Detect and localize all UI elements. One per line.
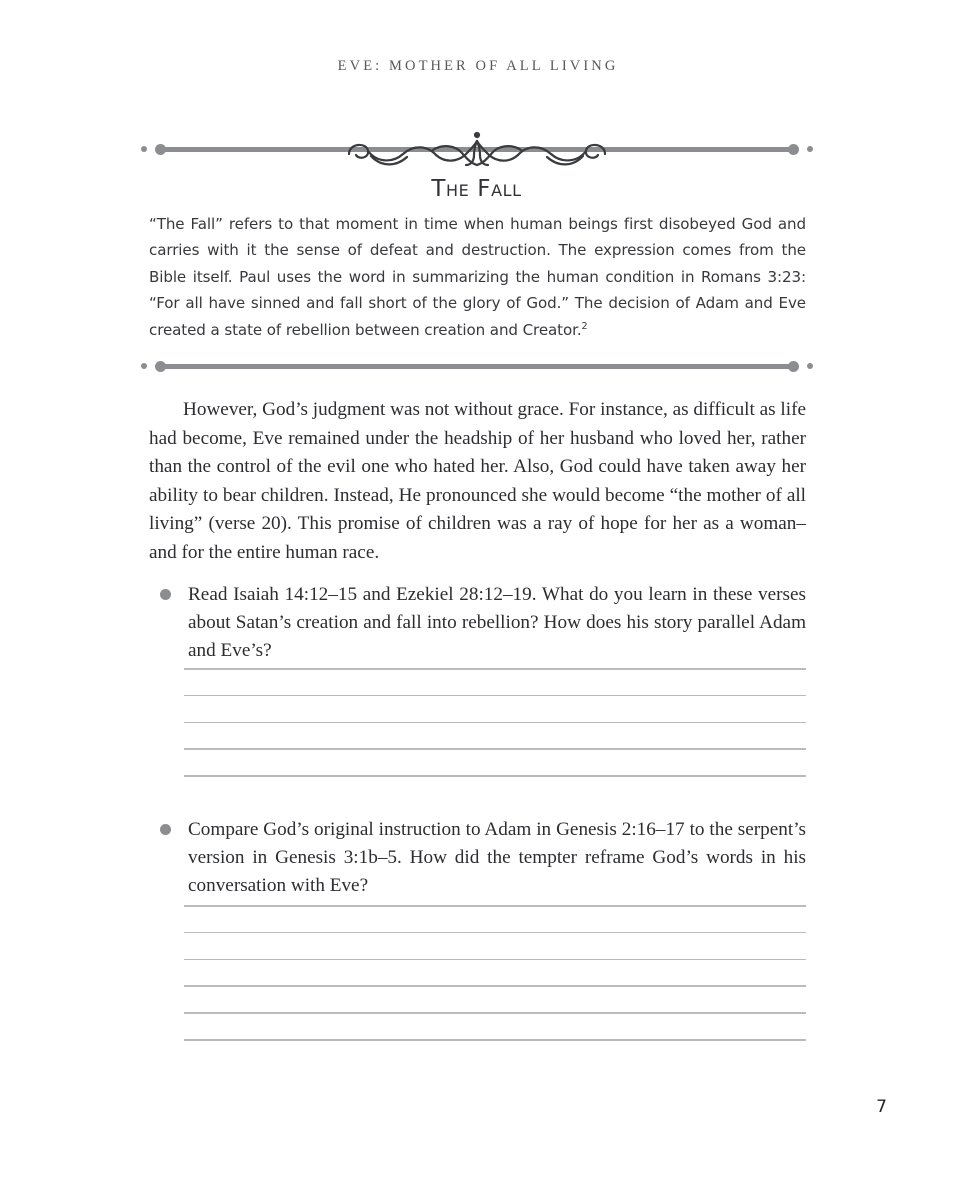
sidebar-paragraph — [149, 211, 806, 343]
answer-line[interactable] — [184, 905, 806, 907]
section-divider-dot-outer-left — [141, 363, 147, 369]
flourish-dot-icon — [474, 132, 480, 138]
section-divider-dot-outer-right — [807, 363, 813, 369]
question-item — [160, 581, 806, 664]
answer-line[interactable] — [184, 1039, 806, 1041]
answer-line[interactable] — [184, 775, 806, 777]
body-paragraph: However, God’s judgment was not without grace. For instance, as difficult as life had become, Eve remained under the headship of her husband who loved her, rather than the control of the evil one who hated her. Also, God could have taken away her ability to bear children. Instead, He pronounced she would become “the mother of all living” (verse 20). This promise of children was a ray of hope for her as a woman–and for the entire human race. — [149, 399, 806, 563]
answer-line[interactable] — [184, 932, 806, 934]
answer-lines-group[interactable] — [184, 905, 806, 1066]
divider-dot-inner-right — [788, 144, 799, 155]
section-heading: The Fall — [431, 176, 522, 202]
ornamental-divider — [149, 138, 805, 160]
answer-line[interactable] — [184, 668, 806, 670]
sidebar-paragraph-text: “The Fall” refers to that moment in time when human beings first disobeyed God and carries with it the sense of defeat and destruction. The expression comes from the Bible itself. Paul uses the word in summarizing the human condition in Romans 3:23: “For all have sinned and fall short of the glory of God.” The decision of Adam and Eve created a state of rebellion between creation and Creator. — [149, 215, 806, 339]
bullet-icon — [160, 824, 171, 835]
footnote-marker: 2 — [581, 320, 588, 332]
section-divider — [149, 355, 805, 375]
section-divider-dot-inner-left — [155, 361, 166, 372]
divider-dot-outer-left — [141, 146, 147, 152]
question-text: Read Isaiah 14:12–15 and Ezekiel 28:12–19. What do you learn in these verses about Satan’s creation and fall into rebellion? How does his story parallel Adam and Eve’s? — [188, 584, 806, 661]
divider-dot-inner-left — [155, 144, 166, 155]
bullet-icon — [160, 589, 171, 600]
question-text: Compare God’s original instruction to Adam in Genesis 2:16–17 to the serpent’s version in Genesis 3:1b–5. How did the tempter reframe God’s words in his conversation with Eve? — [188, 819, 806, 896]
answer-line[interactable] — [184, 959, 806, 961]
divider-dot-outer-right — [807, 146, 813, 152]
running-header: EVE: MOTHER OF ALL LIVING — [337, 58, 619, 74]
answer-line[interactable] — [184, 722, 806, 724]
page-number: 7 — [876, 1097, 887, 1117]
answer-line[interactable] — [184, 985, 806, 987]
question-item — [160, 816, 806, 899]
answer-line[interactable] — [184, 1012, 806, 1014]
calligraphic-flourish-icon — [341, 129, 613, 169]
answer-line[interactable] — [184, 695, 806, 697]
answer-line[interactable] — [184, 748, 806, 750]
section-divider-line — [162, 364, 792, 369]
section-divider-dot-inner-right — [788, 361, 799, 372]
answer-lines-group[interactable] — [184, 668, 806, 802]
